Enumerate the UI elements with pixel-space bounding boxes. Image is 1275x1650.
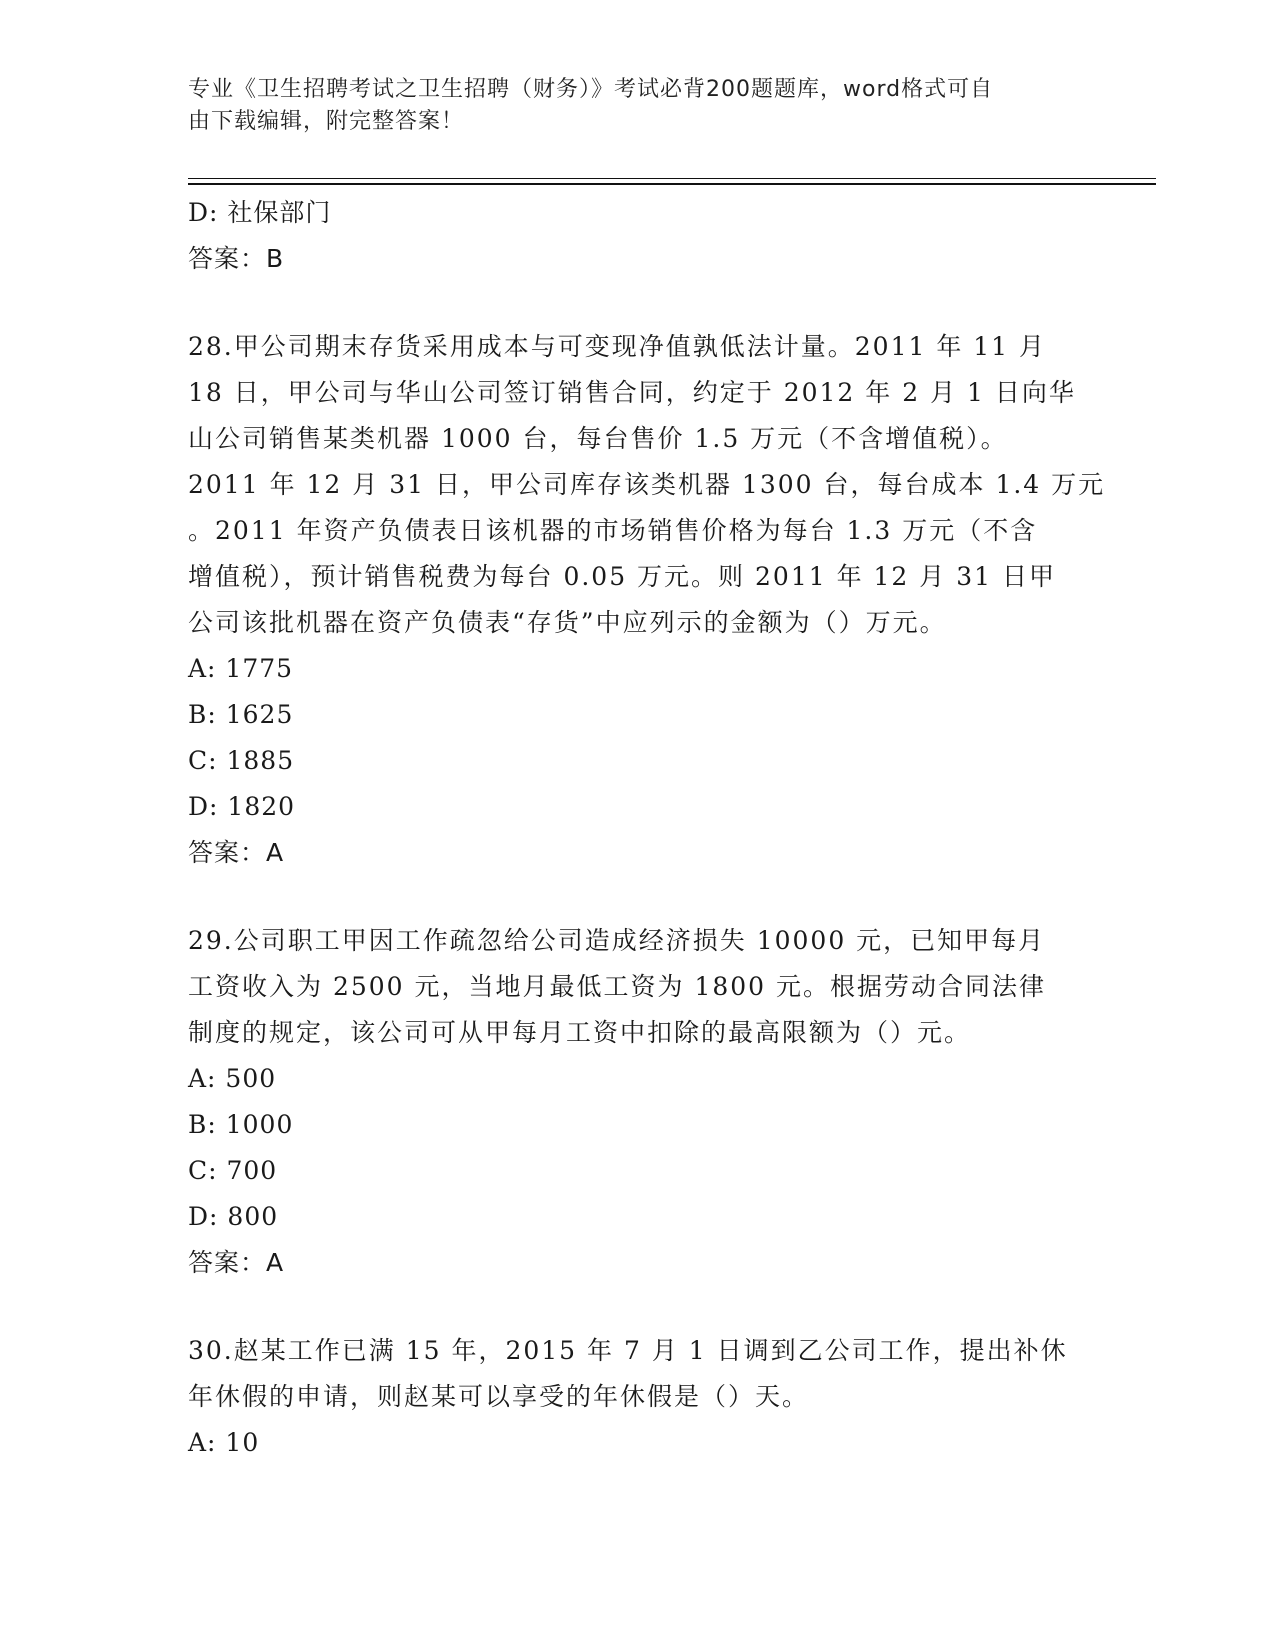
question-text-line: 公司该批机器在资产负债表“存货”中应列示的金额为（）万元。 [188, 608, 947, 637]
header-rule-thick [188, 183, 1156, 185]
header-line-2: 由下载编辑，附完整答案！ [188, 109, 465, 134]
option-c: C: 1885 [188, 746, 295, 775]
header-line-1: 专业《卫生招聘考试之卫生招聘（财务）》考试必背200题题库，word格式可自 [188, 77, 994, 102]
question-30 [188, 1328, 1088, 1466]
prev-option-d: D: 社保部门 [188, 198, 332, 227]
prev-answer: 答案：B [188, 244, 285, 273]
question-text-line: 年休假的申请，则赵某可以享受的年休假是（）天。 [188, 1382, 810, 1411]
question-text-line: 山公司销售某类机器 1000 台，每台售价 1.5 万元（不含增值税）。 [188, 424, 1008, 453]
option-a: A: 10 [188, 1428, 260, 1457]
question-text-line: 工资收入为 2500 元，当地月最低工资为 1800 元。根据劳动合同法律 [188, 972, 1047, 1001]
question-text-line: 2011 年 12 月 31 日，甲公司库存该类机器 1300 台，每台成本 1.4 万元 [188, 470, 1106, 499]
question-29 [188, 918, 1088, 1286]
question-text-line: 增值税），预计销售税费为每台 0.05 万元。则 2011 年 12 月 31 日甲 [188, 562, 1056, 591]
option-b: B: 1000 [188, 1110, 294, 1139]
question-text-line: 制度的规定，该公司可从甲每月工资中扣除的最高限额为（）元。 [188, 1018, 972, 1047]
question-text-line: 30.赵某工作已满 15 年，2015 年 7 月 1 日调到乙公司工作，提出补休 [188, 1336, 1068, 1365]
option-c: C: 700 [188, 1156, 278, 1185]
question-text-line: 28.甲公司期末存货采用成本与可变现净值孰低法计量。2011 年 11 月 [188, 332, 1047, 361]
option-d: D: 800 [188, 1202, 279, 1231]
option-d: D: 1820 [188, 792, 296, 821]
document-header [188, 74, 1068, 138]
document-body [188, 190, 1106, 1466]
option-b: B: 1625 [188, 700, 294, 729]
option-a: A: 1775 [188, 654, 294, 683]
question-text-line: 29.公司职工甲因工作疏忽给公司造成经济损失 10000 元，已知甲每月 [188, 926, 1046, 955]
question-28 [188, 324, 1106, 876]
option-a: A: 500 [188, 1064, 277, 1093]
answer: 答案：A [188, 838, 285, 867]
question-text-line: 18 日，甲公司与华山公司签订销售合同，约定于 2012 年 2 月 1 日向华 [188, 378, 1076, 407]
header-rule-thin [188, 178, 1156, 179]
answer: 答案：A [188, 1248, 285, 1277]
question-text-line: 。2011 年资产负债表日该机器的市场销售价格为每台 1.3 万元（不含 [188, 516, 1038, 545]
